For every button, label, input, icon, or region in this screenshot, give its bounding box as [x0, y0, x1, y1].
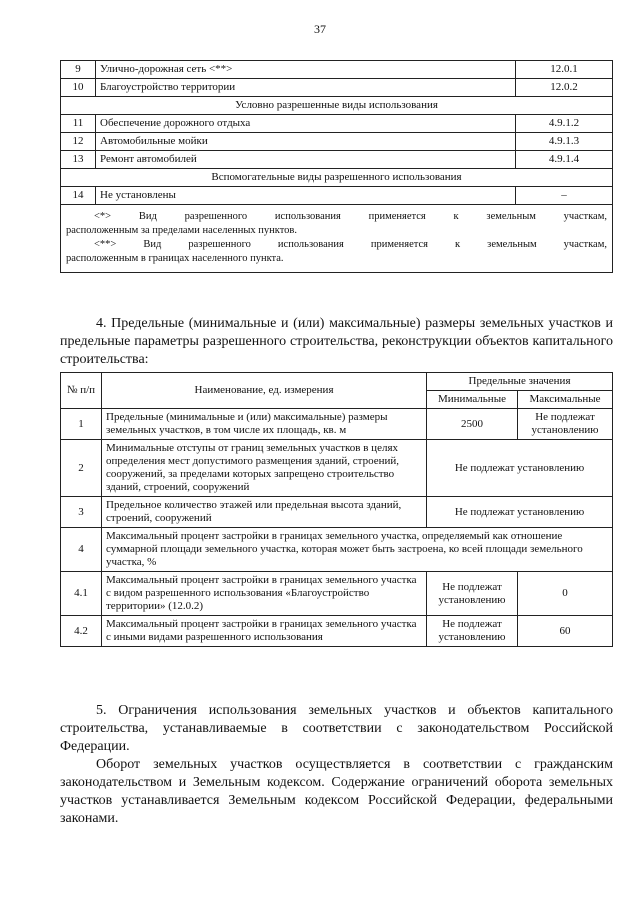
use-type-name: Улично-дорожная сеть <**>: [96, 61, 516, 79]
section-5-paragraph-1: 5. Ограничения использования земельных участков и объектов капитального строительства, устанавливаемые в соответствии с законодательством Российской Федерации.: [60, 703, 613, 754]
max-value: 60: [518, 616, 613, 647]
note1-line2: расположенным за пределами населенных пунктов.: [66, 225, 298, 236]
page-number: 37: [314, 22, 326, 36]
header-num: № п/п: [61, 373, 102, 409]
table-row: [61, 528, 613, 572]
min-value: 2500: [427, 409, 518, 440]
table-row: [61, 79, 613, 97]
use-type-code: 12.0.2: [516, 79, 613, 97]
row-number: 14: [61, 187, 96, 205]
section-heading-conditional: Условно разрешенные виды использования: [61, 97, 613, 115]
section-row: [61, 97, 613, 115]
header-row: [61, 373, 613, 391]
row-number: 1: [61, 409, 102, 440]
note2-line2: расположенным в границах населенного пункта.: [66, 253, 284, 264]
row-number: 4.2: [61, 616, 102, 647]
row-number: 13: [61, 151, 96, 169]
limits-table: [60, 372, 613, 647]
parameter-name: Максимальный процент застройки в границах земельного участка с видом разрешенного использования «Благоустройство территории» (12.0.2): [102, 572, 427, 616]
section-5: [60, 702, 613, 828]
table-row: [61, 409, 613, 440]
header-max: Максимальные: [518, 391, 613, 409]
section-heading-auxiliary: Вспомогательные виды разрешенного использования: [61, 169, 613, 187]
use-type-code: 12.0.1: [516, 61, 613, 79]
use-type-name: Обеспечение дорожного отдыха: [96, 115, 516, 133]
section-5-paragraph-2: Оборот земельных участков осуществляется в соответствии с гражданским законодательством и Земельным кодексом. Содержание ограничений оборота земельных участков устанавливается Земельным кодексом Российской Федерации, федеральными законами.: [60, 757, 613, 826]
section-row: [61, 169, 613, 187]
row-number: 2: [61, 440, 102, 497]
table-row: [61, 572, 613, 616]
table-row: [61, 187, 613, 205]
land-use-types-table: [60, 60, 613, 273]
merged-value: Не подлежат установлению: [427, 440, 613, 497]
row-number: 4.1: [61, 572, 102, 616]
table-notes: [61, 205, 613, 273]
row-number: 10: [61, 79, 96, 97]
use-type-code: –: [516, 187, 613, 205]
use-type-code: 4.9.1.2: [516, 115, 613, 133]
parameter-name: Максимальный процент застройки в границах земельного участка, определяемый как отношение суммарной площади земельного участка, которая может быть застроена, ко всей площади земельного участка, %: [102, 528, 613, 572]
notes-row: [61, 205, 613, 273]
table-row: [61, 133, 613, 151]
header-limits: Предельные значения: [427, 373, 613, 391]
table-row: [61, 440, 613, 497]
use-type-name: Автомобильные мойки: [96, 133, 516, 151]
note2-line1: <**> Вид разрешенного использования применяется к земельным участкам,: [94, 239, 607, 250]
row-number: 4: [61, 528, 102, 572]
row-number: 12: [61, 133, 96, 151]
max-value: Не подлежат установлению: [518, 409, 613, 440]
header-min: Минимальные: [427, 391, 518, 409]
use-type-name: Ремонт автомобилей: [96, 151, 516, 169]
use-type-code: 4.9.1.3: [516, 133, 613, 151]
table-row: [61, 115, 613, 133]
row-number: 11: [61, 115, 96, 133]
table-row: [61, 151, 613, 169]
section-4: [60, 315, 613, 369]
use-type-name: Благоустройство территории: [96, 79, 516, 97]
row-number: 9: [61, 61, 96, 79]
min-value: Не подлежат установлению: [427, 616, 518, 647]
parameter-name: Предельные (минимальные и (или) максимальные) размеры земельных участков, в том числе их площадь, кв. м: [102, 409, 427, 440]
header-name: Наименование, ед. измерения: [102, 373, 427, 409]
max-value: 0: [518, 572, 613, 616]
parameter-name: Максимальный процент застройки в границах земельного участка с иными видами разрешенного использования: [102, 616, 427, 647]
use-type-code: 4.9.1.4: [516, 151, 613, 169]
merged-value: Не подлежат установлению: [427, 497, 613, 528]
row-number: 3: [61, 497, 102, 528]
table-row: [61, 497, 613, 528]
table-row: [61, 616, 613, 647]
min-value: Не подлежат установлению: [427, 572, 518, 616]
use-type-name: Не установлены: [96, 187, 516, 205]
note1-line1: <*> Вид разрешенного использования применяется к земельным участкам,: [94, 211, 607, 222]
table-row: [61, 61, 613, 79]
section-4-heading: 4. Предельные (минимальные и (или) максимальные) размеры земельных участков и предельные параметры разрешенного строительства, реконструкции объектов капитального строительства:: [60, 316, 613, 367]
parameter-name: Минимальные отступы от границ земельных участков в целях определения мест допустимого размещения зданий, строений, сооружений, за пределами которых запрещено строительство зданий, строений, сооружений: [102, 440, 427, 497]
parameter-name: Предельное количество этажей или предельная высота зданий, строений, сооружений: [102, 497, 427, 528]
